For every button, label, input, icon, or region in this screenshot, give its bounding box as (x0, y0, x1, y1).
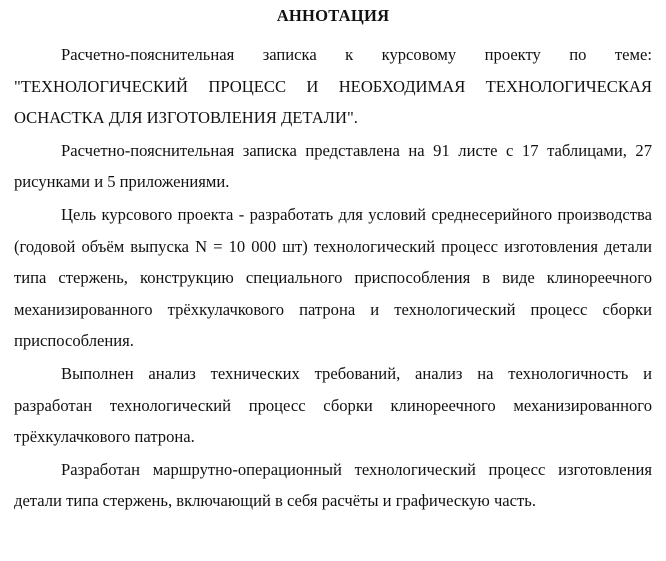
paragraph-analysis: Выполнен анализ технических требований, анализ на технологичность и разработан технологический процесс сборки клинореечного механизированного трёхкулачкового патрона. (14, 363, 652, 447)
paragraph-route: Разработан маршрутно-операционный технологический процесс изготовления детали типа стержень, включающий в себя расчёты и графическую часть. (14, 459, 652, 511)
document-title: АННОТАЦИЯ (276, 6, 390, 25)
paragraph-goal: Цель курсового проекта - разработать для условий среднесерийного производства (годовой объём выпуска N = 10 000 шт) технологический процесс изготовления детали типа стержень, конструкцию специального приспособления в виде клинореечного механизированного трёхкулачкового патрона и технологический процесс сборки приспособления. (14, 204, 652, 351)
paragraph-volume: Расчетно-пояснительная записка представлена на 91 листе с 17 таблицами, 27 рисунками и 5 приложениями. (14, 140, 652, 192)
paragraph-topic: Расчетно-пояснительная записка к курсовому проекту по теме: "ТЕХНОЛОГИЧЕСКИЙ ПРОЦЕСС И НЕОБХОДИМАЯ ТЕХНОЛОГИЧЕСКАЯ ОСНАСТКА ДЛЯ ИЗГОТОВЛЕНИЯ ДЕТАЛИ". (14, 45, 652, 128)
